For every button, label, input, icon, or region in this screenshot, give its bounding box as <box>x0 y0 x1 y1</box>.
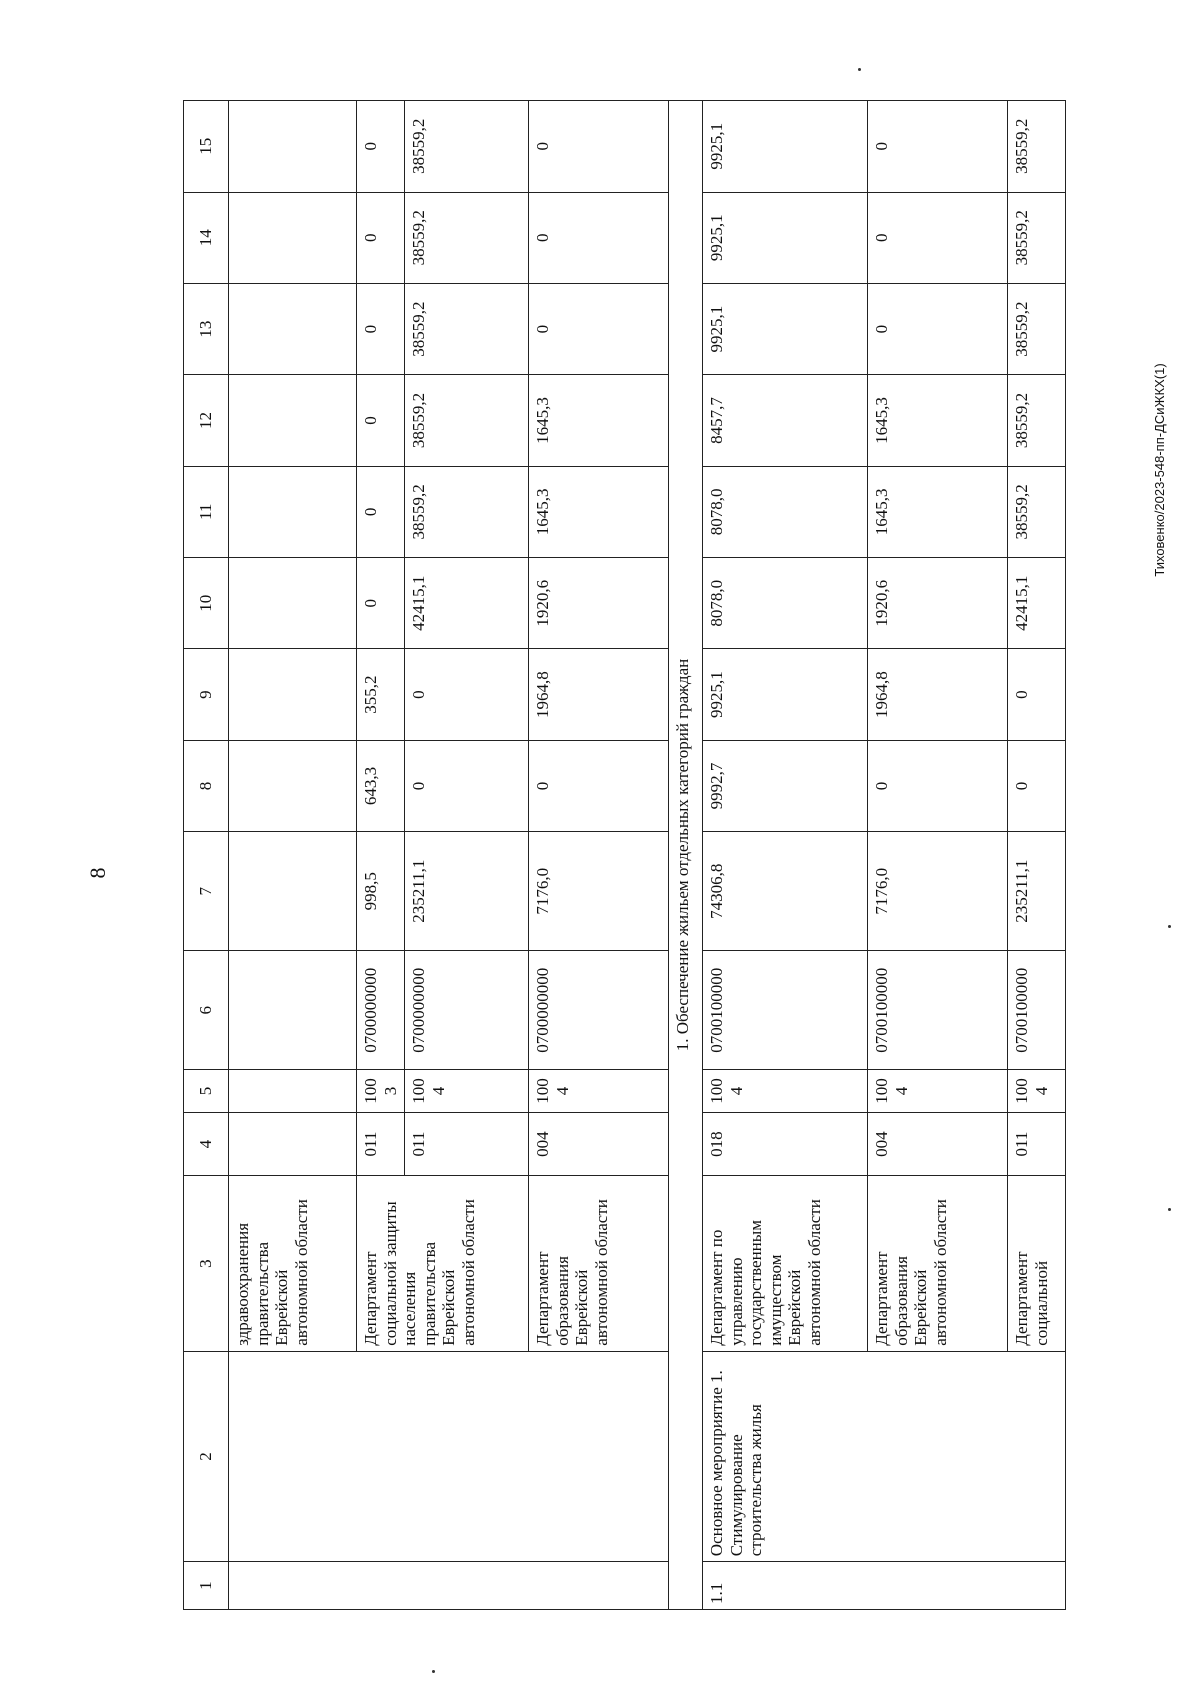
cell-value: 0 <box>529 283 669 374</box>
cell-executor: Департамент образования Еврейской автономной области <box>868 1176 1008 1351</box>
cell-value: 0 <box>868 740 1008 831</box>
col-header: 4 <box>184 1112 229 1176</box>
cell-event <box>229 1351 669 1561</box>
cell-number <box>229 1562 669 1610</box>
cell-value: 235211,1 <box>405 832 529 951</box>
cell-value <box>229 466 357 557</box>
cell-value: 9992,7 <box>703 740 868 831</box>
cell-value: 8078,0 <box>703 466 868 557</box>
cell-value: 0 <box>529 740 669 831</box>
cell-value: 1920,6 <box>529 558 669 649</box>
cell-value: 38559,2 <box>1008 283 1066 374</box>
cell-value: 1964,8 <box>529 649 669 740</box>
cell-value: 0 <box>357 375 405 466</box>
budget-table <box>183 100 1066 1610</box>
cell-rzpr: 1004 <box>868 1070 1008 1113</box>
budget-table-frame <box>183 100 1133 1610</box>
cell-executor: Департамент образования Еврейской автономной области <box>529 1176 669 1351</box>
cell-value: 1645,3 <box>529 466 669 557</box>
cell-value: 998,5 <box>357 832 405 951</box>
cell-value <box>229 558 357 649</box>
col-header: 10 <box>184 558 229 649</box>
cell-value: 8078,0 <box>703 558 868 649</box>
cell-value: 38559,2 <box>405 101 529 193</box>
cell-value: 38559,2 <box>1008 192 1066 283</box>
cell-csr: 0700000000 <box>529 951 669 1070</box>
cell-rzpr: 1004 <box>703 1070 868 1113</box>
cell-value: 38559,2 <box>1008 101 1066 193</box>
cell-csr <box>229 951 357 1070</box>
col-header: 11 <box>184 466 229 557</box>
cell-value: 38559,2 <box>405 192 529 283</box>
cell-value: 0 <box>1008 740 1066 831</box>
cell-value: 8457,7 <box>703 375 868 466</box>
col-header: 2 <box>184 1351 229 1561</box>
cell-value: 643,3 <box>357 740 405 831</box>
cell-value: 7176,0 <box>868 832 1008 951</box>
cell-value <box>229 283 357 374</box>
col-header: 12 <box>184 375 229 466</box>
table-row <box>703 101 868 1610</box>
col-header: 15 <box>184 101 229 193</box>
cell-rzpr: 1004 <box>405 1070 529 1113</box>
cell-grbs: 011 <box>1008 1112 1066 1176</box>
section-title: 1. Обеспечение жильем отдельных категорий граждан <box>669 101 703 1610</box>
cell-value: 74306,8 <box>703 832 868 951</box>
cell-rzpr: 1004 <box>1008 1070 1066 1113</box>
cell-grbs: 004 <box>529 1112 669 1176</box>
cell-grbs: 004 <box>868 1112 1008 1176</box>
col-header: 3 <box>184 1176 229 1351</box>
cell-csr: 0700000000 <box>405 951 529 1070</box>
cell-value: 0 <box>1008 649 1066 740</box>
cell-grbs: 018 <box>703 1112 868 1176</box>
cell-value <box>229 832 357 951</box>
cell-value: 0 <box>405 740 529 831</box>
cell-value: 42415,1 <box>1008 558 1066 649</box>
cell-value: 235211,1 <box>1008 832 1066 951</box>
cell-rzpr: 1004 <box>529 1070 669 1113</box>
cell-value: 9925,1 <box>703 101 868 193</box>
cell-value: 0 <box>405 649 529 740</box>
cell-executor: Департамент социальной защиты населения правительства Еврейской автономной области <box>357 1176 529 1351</box>
scan-speck <box>1168 1208 1171 1211</box>
cell-csr: 0700100000 <box>868 951 1008 1070</box>
cell-value: 38559,2 <box>405 375 529 466</box>
cell-value: 9925,1 <box>703 283 868 374</box>
cell-grbs <box>229 1112 357 1176</box>
cell-value: 1645,3 <box>868 466 1008 557</box>
cell-csr: 0700100000 <box>703 951 868 1070</box>
cell-value: 38559,2 <box>405 466 529 557</box>
cell-number: 1.1 <box>703 1562 1066 1610</box>
cell-value: 9925,1 <box>703 192 868 283</box>
col-header: 5 <box>184 1070 229 1113</box>
cell-value <box>229 101 357 193</box>
cell-value: 38559,2 <box>1008 375 1066 466</box>
cell-value <box>229 649 357 740</box>
col-header: 13 <box>184 283 229 374</box>
cell-value: 7176,0 <box>529 832 669 951</box>
cell-value <box>229 375 357 466</box>
col-header: 6 <box>184 951 229 1070</box>
col-header: 1 <box>184 1562 229 1610</box>
cell-value: 0 <box>868 283 1008 374</box>
cell-value <box>229 740 357 831</box>
col-header: 7 <box>184 832 229 951</box>
cell-rzpr <box>229 1070 357 1113</box>
cell-value: 38559,2 <box>405 283 529 374</box>
cell-value: 42415,1 <box>405 558 529 649</box>
section-row <box>669 101 703 1610</box>
cell-value: 1645,3 <box>868 375 1008 466</box>
cell-value: 0 <box>529 101 669 193</box>
cell-value: 0 <box>357 466 405 557</box>
cell-event: Основное мероприятие 1. Стимулирование строительства жилья <box>703 1351 1066 1561</box>
cell-value: 0 <box>529 192 669 283</box>
cell-value: 0 <box>357 101 405 193</box>
cell-grbs: 011 <box>357 1112 405 1176</box>
cell-value: 0 <box>868 101 1008 193</box>
col-header: 8 <box>184 740 229 831</box>
document-footer-code: Тиховенко/2023-548-пп-ДСиЖКХ(1) <box>1152 363 1167 577</box>
cell-rzpr: 1003 <box>357 1070 405 1113</box>
scan-speck <box>432 1670 435 1673</box>
cell-executor: Департамент по управлению государственным имуществом Еврейской автономной области <box>703 1176 868 1351</box>
cell-csr: 0700100000 <box>1008 951 1066 1070</box>
cell-value: 38559,2 <box>1008 466 1066 557</box>
cell-value: 355,2 <box>357 649 405 740</box>
cell-value: 1964,8 <box>868 649 1008 740</box>
cell-value: 1645,3 <box>529 375 669 466</box>
cell-executor: Департамент социальной <box>1008 1176 1066 1351</box>
cell-value: 0 <box>357 283 405 374</box>
cell-value: 1920,6 <box>868 558 1008 649</box>
scan-speck <box>858 68 861 71</box>
scan-speck <box>1168 925 1171 928</box>
col-header: 9 <box>184 649 229 740</box>
cell-grbs: 011 <box>405 1112 529 1176</box>
cell-value <box>229 192 357 283</box>
col-header: 14 <box>184 192 229 283</box>
cell-csr: 0700000000 <box>357 951 405 1070</box>
cell-value: 9925,1 <box>703 649 868 740</box>
page-number: 8 <box>85 867 110 879</box>
cell-value: 0 <box>357 558 405 649</box>
cell-value: 0 <box>868 192 1008 283</box>
column-number-row <box>184 101 229 1610</box>
cell-executor: здравоохранения правительства Еврейской автономной области <box>229 1176 357 1351</box>
table-row <box>229 101 357 1610</box>
cell-value: 0 <box>357 192 405 283</box>
